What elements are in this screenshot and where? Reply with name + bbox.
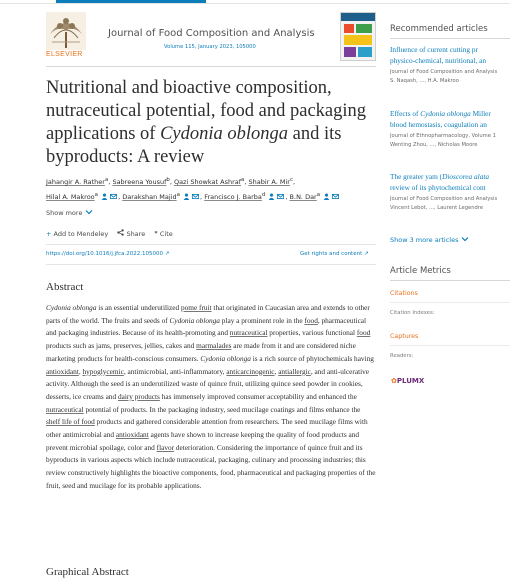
person-icon[interactable] [323, 193, 330, 200]
rights-link[interactable]: Get rights and content ↗ [300, 251, 369, 257]
plus-icon: + [46, 230, 52, 238]
recommended-heading: Recommended articles [390, 24, 488, 34]
recommended-article[interactable] [390, 171, 510, 212]
glossary-link[interactable]: antiallergic [278, 366, 311, 376]
email-icon[interactable] [110, 193, 117, 200]
add-to-mendeley-button[interactable]: + Add to Mendeley [46, 230, 109, 238]
person-icon[interactable] [183, 193, 190, 200]
journal-volume[interactable]: Volume 115, January 2023, 105000 [164, 44, 256, 50]
metric-divider [390, 345, 510, 346]
article-metrics-heading: Article Metrics [390, 266, 451, 276]
glossary-link[interactable]: flavor [156, 442, 175, 452]
show-more-articles-button[interactable]: Show 3 more articles [390, 236, 469, 244]
email-icon[interactable] [277, 193, 284, 200]
person-icon[interactable] [268, 193, 275, 200]
article-actions [46, 229, 180, 238]
abstract-heading: Abstract [46, 281, 84, 293]
metric-divider [390, 302, 510, 303]
doi-link[interactable]: https://doi.org/10.1016/j.jfca.2022.105000 ↗ [46, 251, 170, 257]
glossary-link[interactable]: dairy products [117, 391, 160, 401]
doi-divider-bottom [46, 264, 376, 265]
metric-citation-indexes: Citation Indexes: [390, 310, 435, 316]
glossary-link[interactable]: hypoglycemic [82, 366, 124, 376]
glossary-link[interactable]: antioxidant [46, 366, 79, 376]
glossary-link[interactable]: anticarcinogenic [226, 366, 275, 376]
plumx-link[interactable]: ✿PLUMX [391, 377, 425, 385]
journal-header [46, 12, 378, 58]
header-divider [46, 66, 376, 67]
glossary-link[interactable]: antioxidant [115, 430, 149, 440]
journal-cover-image [341, 13, 375, 60]
glossary-link[interactable]: food [356, 328, 371, 338]
glossary-link[interactable]: shelf life of food [46, 417, 95, 427]
email-icon[interactable] [332, 193, 339, 200]
recommended-article[interactable] [390, 44, 510, 85]
metric-citations: Citations [390, 290, 418, 297]
share-icon [117, 229, 124, 236]
author-link[interactable]: Sabreena Yousuf [112, 178, 167, 187]
author-link[interactable]: Hilal A. Makroo [46, 193, 95, 202]
recommended-journal: Journal of Food Composition and Analysis [390, 69, 498, 75]
author-list: Jahangir A. Rather$^a$, Sabreena Yousuf$^b$, Qazi Showkat Ashraf$^a$, Shabir A. Mir$^c$, Hilal A. Makroo$^a$ , Darakshan Majid$^a$ , Francisco J. Barba$^d$ , B.N. Dar$^a$ [46, 174, 378, 204]
author-link[interactable]: Darakshan Majid [122, 193, 177, 202]
graphical-abstract-heading: Graphical Abstract [46, 566, 129, 578]
metric-readers: Readers: [390, 353, 414, 359]
author-link[interactable]: B.N. Dar [289, 193, 317, 202]
chevron-down-icon [461, 236, 469, 242]
glossary-link[interactable]: nutraceutical [229, 328, 268, 338]
recommended-authors: Wenting Zhou, ..., Nicholas Moore [390, 142, 478, 148]
sidebar-divider [390, 280, 510, 281]
elsevier-tree-icon [46, 12, 86, 50]
person-icon[interactable] [101, 193, 108, 200]
recommended-title[interactable]: Influence of current cutting pr [390, 45, 478, 54]
doi-divider [46, 244, 376, 245]
metric-captures: Captures [390, 333, 419, 340]
recommended-article[interactable] [390, 108, 510, 149]
quote-icon: ❞ [154, 230, 158, 238]
email-icon[interactable] [192, 193, 199, 200]
author-link[interactable]: Qazi Showkat Ashraf [173, 178, 242, 187]
recommended-authors: Vincent Lebot, ..., Laurent Legendre [390, 205, 484, 211]
author-link[interactable]: Francisco J. Barba [204, 193, 262, 202]
recommended-title-cont[interactable]: blood hemostasis, coagulation an [390, 120, 487, 129]
glossary-link[interactable]: pome fruit [180, 303, 212, 312]
chevron-down-icon [85, 209, 93, 215]
recommended-title[interactable]: The greater yam (Dioscorea alata [390, 172, 490, 181]
external-link-icon: ↗ [164, 251, 170, 257]
elsevier-logo[interactable] [46, 12, 86, 60]
recommended-journal: Journal of Food Composition and Analysis [390, 196, 498, 202]
author-link[interactable]: Jahangir A. Rather [46, 178, 105, 187]
glossary-link[interactable]: nutraceutical [46, 404, 84, 414]
journal-cover[interactable] [340, 12, 376, 61]
share-button[interactable]: Share [117, 229, 145, 238]
cite-button[interactable]: ❞ Cite [154, 230, 173, 238]
journal-title[interactable]: Journal of Food Composition and Analysis [108, 28, 315, 39]
recommended-authors: S. Naqash, ..., H.A. Makroo [390, 78, 459, 84]
external-link-icon: ↗ [364, 251, 369, 257]
recommended-title-cont[interactable]: physico-chemical, nutritional, an [390, 56, 487, 65]
show-more-label: Show more [46, 209, 83, 217]
elsevier-wordmark: ELSEVIER [46, 51, 83, 58]
recommended-journal: Journal of Ethnopharmacology, Volume 1 [390, 133, 496, 139]
show-more-button[interactable] [46, 209, 93, 217]
recommended-title[interactable]: Effects of Cydonia oblonga Miller [390, 109, 491, 118]
glossary-link[interactable]: marmalades [196, 341, 232, 351]
article-title: Nutritional and bioactive composition, nutraceutical potential, food and packaging applications of Cydonia oblonga and its byproducts: A review [46, 78, 367, 167]
sidebar-divider [390, 38, 510, 39]
author-link[interactable]: Shabir A. Mir [248, 178, 290, 187]
plumx-icon: ✿ [391, 377, 397, 385]
abstract-text: Cydonia oblonga is an essential underutilized pome fruit that originated in Caucasian area and extends to other parts of the world. The fruits and seeds of Cydonia oblonga play a prominent role in the food, pharmaceutical and packaging industries. Because of its health-promoting and nutraceutical properties, various functional food products such as jams, preserves, jellies, cakes and marmalades are made from it and are considered niche marketing products for health-conscious consumers. Cydonia oblonga is a rich source of phytochemicals having antioxidant, hypoglycemic, antimicrobial, anti-inflammatory, anticarcinogenic, antiallergic, and anti-ulcerative activity. Although the seed is an underutilized waste of quince fruit, utilizing quince seed powder in cookies, desserts, ice creams and dairy products has immensely improved consumer acceptability and enhanced the nutraceutical potential of products. In the packaging industry, seed mucilage coatings and films enhance the shelf life of food products and gathered considerable attention from researchers. The seed mucilage films with other antimicrobial and antioxidant agents have shown to increase keeping the quality of food products and prevent microbial spoilage, color and flavor deterioration. Considering the importance of quince fruit and its byproducts in various aspects which include nutraceutical, packaging, culinary and processing industries; this review constructively highlights the bioactive components, food, pharmaceutical and packaging properties of the fruit, seed and mucilage for its probable applications. [46, 303, 376, 490]
glossary-link[interactable]: food [304, 315, 318, 325]
recommended-title-cont[interactable]: review of its phytochemical cont [390, 183, 486, 192]
top-divider [0, 3, 510, 4]
